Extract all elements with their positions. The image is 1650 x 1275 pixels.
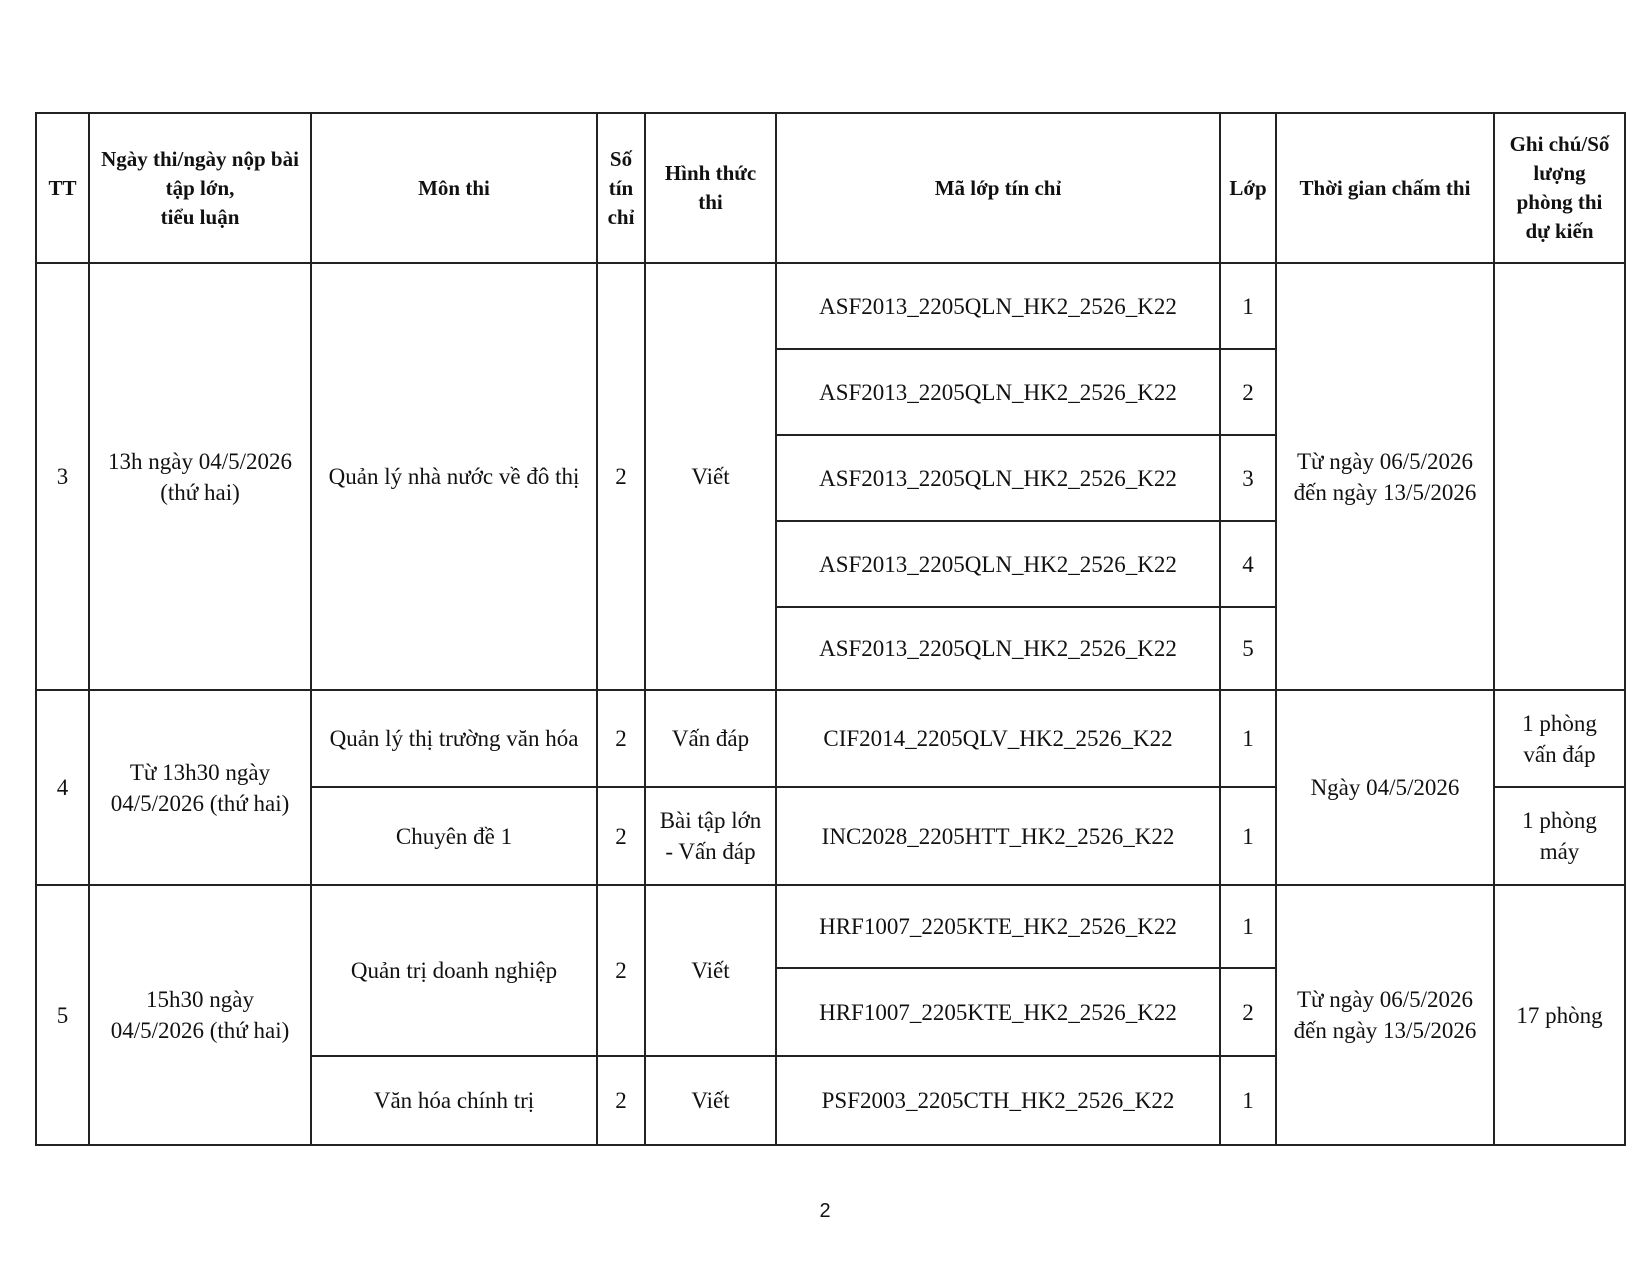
- cell-group: 1: [1220, 690, 1276, 787]
- cell-subject: Văn hóa chính trị: [311, 1056, 597, 1145]
- cell-tt: 4: [36, 690, 89, 885]
- page-number: 2: [819, 1200, 831, 1222]
- cell-group: 4: [1220, 521, 1276, 607]
- cell-credits: 2: [597, 885, 645, 1056]
- cell-subject: Quản lý nhà nước về đô thị: [311, 263, 597, 690]
- cell-form: Viết: [645, 263, 776, 690]
- cell-group: 1: [1220, 787, 1276, 885]
- cell-class-code: ASF2013_2205QLN_HK2_2526_K22: [776, 263, 1220, 349]
- header-group: Lớp: [1220, 113, 1276, 263]
- cell-credits: 2: [597, 690, 645, 787]
- cell-credits: 2: [597, 1056, 645, 1145]
- cell-class-code: ASF2013_2205QLN_HK2_2526_K22: [776, 349, 1220, 435]
- cell-subject: Quản trị doanh nghiệp: [311, 885, 597, 1056]
- cell-date: 15h30 ngày 04/5/2026 (thứ hai): [89, 885, 311, 1145]
- cell-credits: 2: [597, 263, 645, 690]
- cell-tt: 5: [36, 885, 89, 1145]
- cell-subject: Quản lý thị trường văn hóa: [311, 690, 597, 787]
- header-date: Ngày thi/ngày nộp bài tập lớn, tiểu luận: [89, 113, 311, 263]
- header-form: Hình thức thi: [645, 113, 776, 263]
- header-credits: Số tín chỉ: [597, 113, 645, 263]
- cell-group: 2: [1220, 968, 1276, 1056]
- cell-class-code: HRF1007_2205KTE_HK2_2526_K22: [776, 885, 1220, 968]
- cell-class-code: HRF1007_2205KTE_HK2_2526_K22: [776, 968, 1220, 1056]
- cell-class-code: INC2028_2205HTT_HK2_2526_K22: [776, 787, 1220, 885]
- cell-class-code: ASF2013_2205QLN_HK2_2526_K22: [776, 607, 1220, 690]
- cell-group: 1: [1220, 263, 1276, 349]
- header-row: [36, 113, 1625, 263]
- cell-form: Viết: [645, 1056, 776, 1145]
- cell-note: [1494, 263, 1625, 690]
- cell-form: Bài tập lớn - Vấn đáp: [645, 787, 776, 885]
- cell-subject: Chuyên đề 1: [311, 787, 597, 885]
- cell-group: 5: [1220, 607, 1276, 690]
- table-row: [36, 263, 1625, 349]
- header-class-code: Mã lớp tín chỉ: [776, 113, 1220, 263]
- cell-date: 13h ngày 04/5/2026 (thứ hai): [89, 263, 311, 690]
- cell-group: 1: [1220, 885, 1276, 968]
- cell-note: 1 phòng vấn đáp: [1494, 690, 1625, 787]
- cell-grading: Từ ngày 06/5/2026 đến ngày 13/5/2026: [1276, 263, 1494, 690]
- cell-group: 1: [1220, 1056, 1276, 1145]
- cell-group: 2: [1220, 349, 1276, 435]
- header-grading: Thời gian chấm thi: [1276, 113, 1494, 263]
- cell-form: Viết: [645, 885, 776, 1056]
- cell-date: Từ 13h30 ngày 04/5/2026 (thứ hai): [89, 690, 311, 885]
- header-note: Ghi chú/Số lượng phòng thi dự kiến: [1494, 113, 1625, 263]
- table-row: [36, 690, 1625, 787]
- table-row: [36, 885, 1625, 968]
- exam-schedule-table: [35, 112, 1626, 1146]
- header-subject: Môn thi: [311, 113, 597, 263]
- header-tt: TT: [36, 113, 89, 263]
- cell-note: 17 phòng: [1494, 885, 1625, 1145]
- cell-class-code: ASF2013_2205QLN_HK2_2526_K22: [776, 521, 1220, 607]
- cell-class-code: PSF2003_2205CTH_HK2_2526_K22: [776, 1056, 1220, 1145]
- cell-form: Vấn đáp: [645, 690, 776, 787]
- cell-grading: Từ ngày 06/5/2026 đến ngày 13/5/2026: [1276, 885, 1494, 1145]
- cell-group: 3: [1220, 435, 1276, 521]
- cell-note: 1 phòng máy: [1494, 787, 1625, 885]
- cell-credits: 2: [597, 787, 645, 885]
- cell-class-code: CIF2014_2205QLV_HK2_2526_K22: [776, 690, 1220, 787]
- cell-class-code: ASF2013_2205QLN_HK2_2526_K22: [776, 435, 1220, 521]
- cell-grading: Ngày 04/5/2026: [1276, 690, 1494, 885]
- cell-tt: 3: [36, 263, 89, 690]
